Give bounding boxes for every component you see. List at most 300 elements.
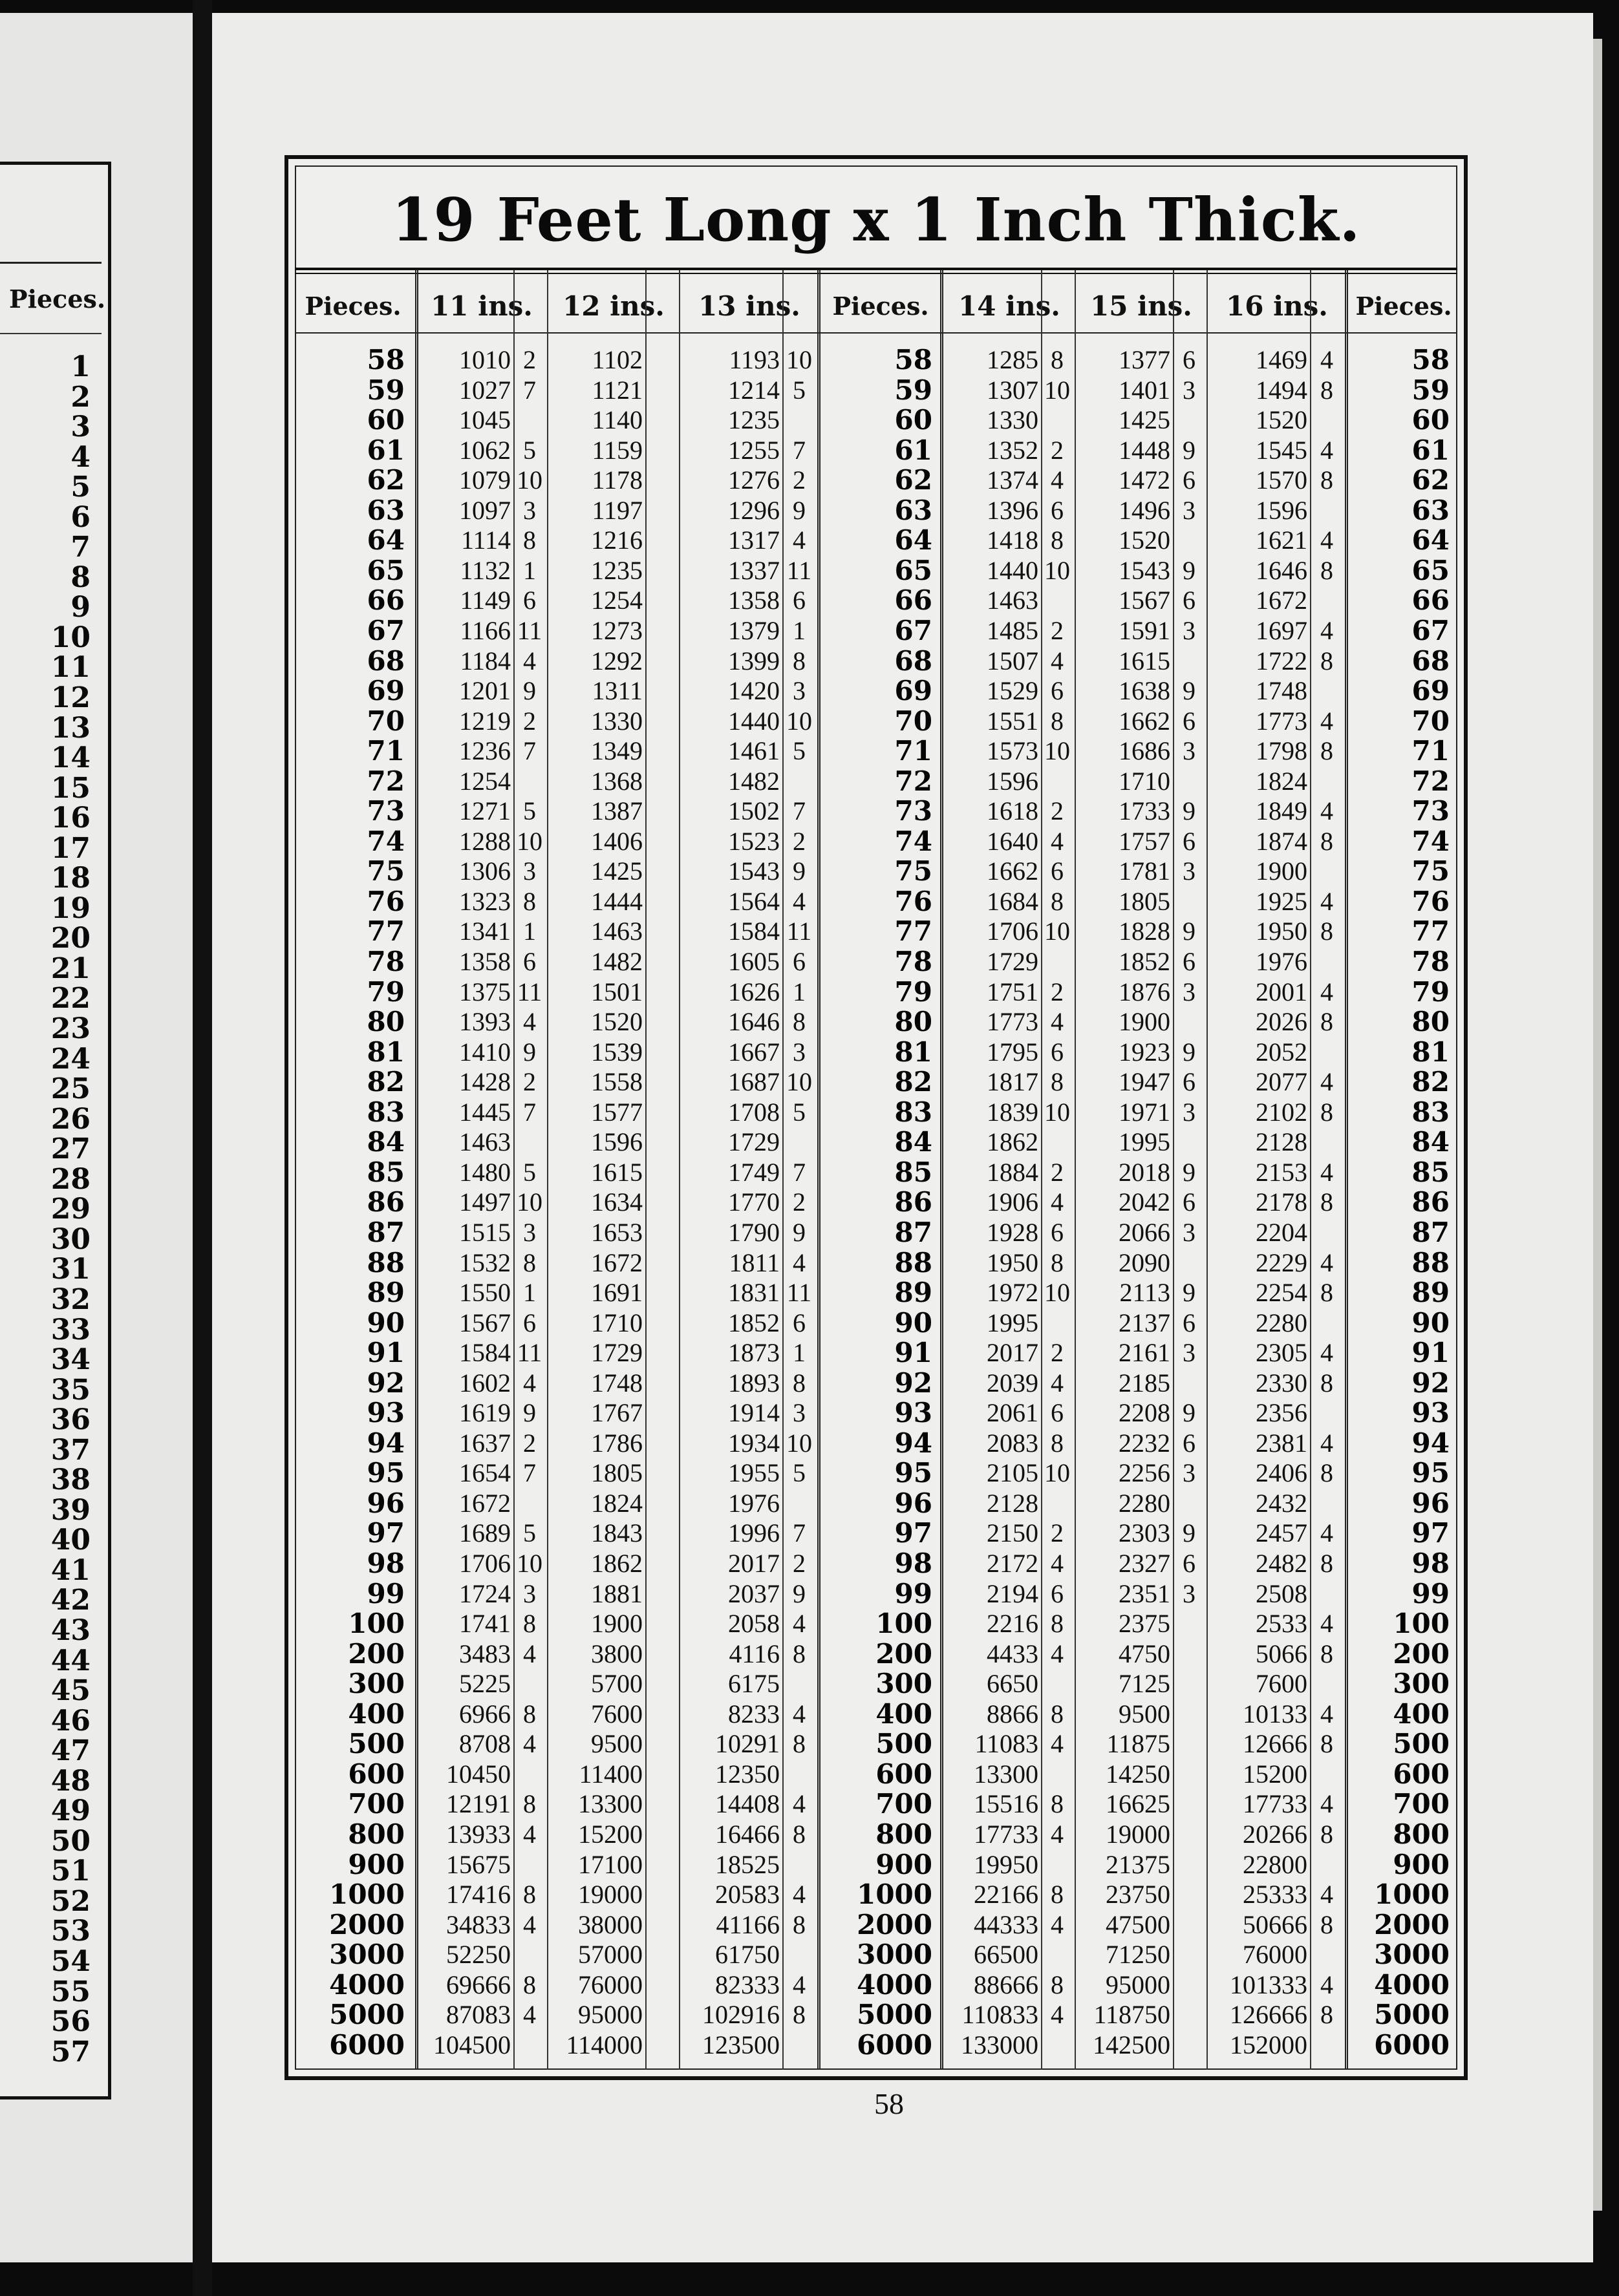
value-15-ins-cell: 19000: [1106, 1819, 1170, 1849]
left-pieces-cell: 50: [50, 1824, 91, 1858]
value-12-ins-cell: 114000: [566, 2030, 643, 2059]
value-14-ins-cell: 1396: [987, 495, 1038, 525]
value-16-ins-cell: 1950: [1256, 917, 1307, 946]
value-14-ins-cell: 2216: [987, 1609, 1038, 1639]
remainder-15-ins-cell: 9: [1183, 796, 1195, 826]
remainder-16-ins-cell: [1310, 405, 1344, 436]
value-11-ins-cell: 1741: [459, 1609, 511, 1639]
pieces-cell: 60: [367, 404, 405, 436]
header-rule: [295, 332, 1457, 334]
value-14-ins-cell: 1773: [987, 1007, 1038, 1037]
remainder-16-ins-cell: 8: [1320, 1187, 1333, 1217]
value-13-ins-cell: 1914: [728, 1398, 780, 1428]
left-pieces-cell: 57: [50, 2035, 91, 2068]
value-12-ins-cell: 1406: [591, 826, 643, 856]
remainder-13-ins-cell: 4: [793, 1609, 806, 1639]
left-pieces-cell: 56: [50, 2005, 91, 2039]
pieces-cell: 71: [367, 735, 405, 767]
value-15-ins-cell: 1947: [1119, 1067, 1170, 1097]
remainder-13-ins-cell: 9: [793, 1578, 806, 1608]
remainder-15-ins-cell: 9: [1183, 676, 1195, 706]
value-16-ins-cell: 2204: [1256, 1217, 1307, 1247]
remainder-15-ins-cell: 6: [1183, 1308, 1195, 1337]
remainder-15-ins-cell: 6: [1183, 947, 1195, 976]
pieces-cell: 86: [1411, 1186, 1450, 1218]
pieces-cell: 89: [367, 1277, 405, 1309]
remainder-14-ins-cell: 4: [1051, 1549, 1064, 1578]
value-15-ins-cell: 1852: [1119, 947, 1170, 976]
remainder-16-ins-cell: 8: [1320, 646, 1333, 675]
pieces-cell: 65: [1411, 554, 1450, 586]
table-row: [288, 1609, 1464, 1639]
pieces-cell: 66: [1411, 584, 1450, 617]
remainder-14-ins-cell: 8: [1051, 526, 1064, 555]
remainder-15-ins-cell: [1173, 1489, 1205, 1519]
remainder-14-ins-cell: [1041, 947, 1073, 977]
pieces-cell: 60: [894, 404, 932, 436]
table-row: [288, 1940, 1464, 1970]
value-13-ins-cell: 1996: [728, 1518, 780, 1548]
value-12-ins-cell: 1786: [591, 1428, 643, 1458]
remainder-11-ins-cell: 7: [523, 375, 536, 405]
value-12-ins-cell: 1425: [591, 856, 643, 886]
value-16-ins-cell: 2153: [1256, 1157, 1307, 1187]
value-14-ins-cell: 1795: [987, 1037, 1038, 1067]
table-row: [288, 1187, 1464, 1218]
pieces-cell: 700: [875, 1788, 932, 1820]
table-row: [288, 646, 1464, 677]
pieces-cell: 800: [1393, 1818, 1450, 1850]
value-15-ins-cell: 47500: [1106, 1909, 1170, 1939]
value-13-ins-cell: 2058: [728, 1609, 780, 1639]
pieces-cell: 88: [894, 1246, 932, 1279]
remainder-15-ins-cell: 3: [1183, 1217, 1195, 1247]
value-16-ins-cell: 2001: [1256, 977, 1307, 1006]
value-12-ins-cell: 1311: [592, 676, 643, 706]
remainder-13-ins-cell: 11: [786, 1278, 812, 1308]
value-13-ins-cell: 2017: [728, 1549, 780, 1578]
pieces-cell: 67: [1411, 614, 1450, 646]
remainder-11-ins-cell: 8: [523, 1789, 536, 1819]
value-11-ins-cell: 1532: [459, 1248, 511, 1277]
remainder-13-ins-cell: [782, 1759, 816, 1790]
pieces-cell: 62: [1411, 464, 1450, 496]
pieces-cell: 92: [894, 1366, 932, 1399]
pieces-cell: 63: [894, 494, 932, 526]
header-pieces-3: Pieces.: [1355, 292, 1452, 321]
table-row: [288, 616, 1464, 646]
book-spine: [193, 0, 212, 2296]
value-12-ins-cell: 1178: [592, 465, 643, 495]
pieces-cell: 74: [894, 825, 932, 857]
value-14-ins-cell: 15516: [974, 1789, 1038, 1819]
pieces-cell: 89: [894, 1277, 932, 1309]
table-row: [288, 1398, 1464, 1429]
remainder-16-ins-cell: 4: [1320, 1428, 1333, 1458]
value-13-ins-cell: 14408: [715, 1789, 780, 1819]
remainder-11-ins-cell: 8: [523, 1970, 536, 1999]
table-row: [288, 1850, 1464, 1880]
value-14-ins-cell: 1817: [987, 1067, 1038, 1097]
remainder-14-ins-cell: 10: [1044, 1097, 1070, 1127]
value-11-ins-cell: 1584: [459, 1338, 511, 1368]
remainder-16-ins-cell: 8: [1320, 1368, 1333, 1398]
pieces-cell: 69: [1411, 675, 1450, 707]
value-16-ins-cell: 1773: [1256, 706, 1307, 736]
remainder-11-ins-cell: 10: [517, 1187, 542, 1217]
remainder-14-ins-cell: 4: [1051, 1368, 1064, 1398]
pieces-cell: 70: [894, 705, 932, 737]
remainder-14-ins-cell: 8: [1051, 886, 1064, 916]
pieces-cell: 3000: [329, 1939, 405, 1971]
value-13-ins-cell: 1934: [728, 1428, 780, 1458]
value-15-ins-cell: 1805: [1119, 886, 1170, 916]
pieces-cell: 79: [894, 975, 932, 1008]
value-12-ins-cell: 1596: [591, 1127, 643, 1157]
remainder-11-ins-cell: 1: [523, 917, 536, 946]
value-16-ins-cell: 126666: [1230, 2000, 1307, 2030]
table-row: [288, 405, 1464, 436]
table-row: [288, 586, 1464, 616]
remainder-16-ins-cell: [1310, 1489, 1344, 1519]
value-13-ins-cell: 1667: [728, 1037, 780, 1067]
remainder-12-ins-cell: [645, 1429, 678, 1459]
remainder-13-ins-cell: 4: [793, 1789, 806, 1819]
value-13-ins-cell: 41166: [716, 1909, 780, 1939]
header-14-ins: 14 ins.: [958, 290, 1060, 322]
value-12-ins-cell: 15200: [578, 1819, 643, 1849]
pieces-cell: 100: [348, 1608, 405, 1640]
table-row: [288, 1699, 1464, 1730]
value-14-ins-cell: 2128: [987, 1488, 1038, 1518]
remainder-16-ins-cell: 8: [1320, 736, 1333, 766]
value-11-ins-cell: 104500: [433, 2030, 511, 2059]
pieces-cell: 4000: [857, 1968, 932, 2001]
remainder-11-ins-cell: 7: [523, 1097, 536, 1127]
remainder-16-ins-cell: [1310, 676, 1344, 707]
value-14-ins-cell: 1928: [987, 1217, 1038, 1247]
left-pieces-cell: 54: [50, 1944, 91, 1978]
value-13-ins-cell: 1358: [728, 586, 780, 615]
remainder-11-ins-cell: 2: [523, 1428, 536, 1458]
value-12-ins-cell: 19000: [578, 1880, 643, 1909]
value-14-ins-cell: 1684: [987, 886, 1038, 916]
table-row: [288, 1820, 1464, 1850]
pieces-cell: 600: [348, 1758, 405, 1790]
remainder-12-ins-cell: [645, 1880, 678, 1910]
left-pieces-cell: 32: [50, 1282, 91, 1316]
remainder-14-ins-cell: 6: [1051, 495, 1064, 525]
remainder-15-ins-cell: 3: [1183, 1458, 1195, 1488]
remainder-12-ins-cell: [645, 827, 678, 857]
pieces-cell: 64: [894, 524, 932, 557]
value-15-ins-cell: 1401: [1119, 375, 1170, 405]
table-row: [288, 947, 1464, 977]
value-12-ins-cell: 1862: [591, 1549, 643, 1578]
value-13-ins-cell: 1214: [728, 375, 780, 405]
value-14-ins-cell: 1706: [987, 917, 1038, 946]
remainder-11-ins-cell: 10: [517, 826, 542, 856]
remainder-14-ins-cell: 4: [1051, 1819, 1064, 1849]
value-15-ins-cell: 2137: [1119, 1308, 1170, 1337]
remainder-13-ins-cell: 8: [793, 646, 806, 675]
pieces-cell: 89: [1411, 1277, 1450, 1309]
pieces-cell: 92: [367, 1366, 405, 1399]
remainder-11-ins-cell: 5: [523, 796, 536, 826]
remainder-16-ins-cell: [1310, 1579, 1344, 1610]
table-row: [288, 1067, 1464, 1098]
value-13-ins-cell: 1564: [728, 886, 780, 916]
remainder-15-ins-cell: [1173, 887, 1205, 917]
remainder-15-ins-cell: [1173, 1609, 1205, 1639]
left-pieces-table: [0, 162, 111, 2099]
value-15-ins-cell: 2351: [1119, 1578, 1170, 1608]
table-row: [288, 1007, 1464, 1037]
left-pieces-cell: 33: [50, 1313, 91, 1346]
value-12-ins-cell: 1748: [591, 1368, 643, 1398]
pieces-cell: 600: [1393, 1758, 1450, 1790]
remainder-13-ins-cell: 9: [793, 495, 806, 525]
value-16-ins-cell: 1976: [1256, 947, 1307, 976]
pieces-cell: 400: [875, 1697, 932, 1730]
remainder-15-ins-cell: 6: [1183, 465, 1195, 495]
value-14-ins-cell: 1884: [987, 1157, 1038, 1187]
left-pieces-cell: 8: [70, 560, 91, 594]
remainder-15-ins-cell: 9: [1183, 1278, 1195, 1308]
table-row: [288, 1910, 1464, 1940]
pieces-cell: 74: [367, 825, 405, 857]
value-15-ins-cell: 1733: [1119, 796, 1170, 826]
value-15-ins-cell: 1543: [1119, 555, 1170, 585]
remainder-12-ins-cell: [645, 736, 678, 767]
remainder-14-ins-cell: 10: [1044, 917, 1070, 946]
pieces-cell: 75: [1411, 855, 1450, 888]
value-16-ins-cell: 152000: [1230, 2030, 1307, 2059]
value-14-ins-cell: 1485: [987, 615, 1038, 645]
remainder-12-ins-cell: [645, 1639, 678, 1670]
remainder-12-ins-cell: [645, 1098, 678, 1128]
value-15-ins-cell: 2090: [1119, 1248, 1170, 1277]
remainder-15-ins-cell: 3: [1183, 615, 1195, 645]
value-11-ins-cell: 8708: [459, 1729, 511, 1759]
value-15-ins-cell: 14250: [1106, 1759, 1170, 1789]
pieces-cell: 76: [1411, 885, 1450, 917]
value-11-ins-cell: 3483: [459, 1639, 511, 1668]
remainder-15-ins-cell: [1173, 1669, 1205, 1699]
value-12-ins-cell: 1691: [591, 1278, 643, 1308]
header-15-ins: 15 ins.: [1090, 290, 1192, 322]
remainder-13-ins-cell: 4: [793, 526, 806, 555]
remainder-13-ins-cell: 4: [793, 1970, 806, 1999]
remainder-11-ins-cell: 8: [523, 1880, 536, 1909]
remainder-11-ins-cell: 6: [523, 947, 536, 976]
remainder-11-ins-cell: 2: [523, 706, 536, 736]
value-16-ins-cell: 1646: [1256, 555, 1307, 585]
value-16-ins-cell: 1748: [1256, 676, 1307, 706]
value-12-ins-cell: 1463: [591, 917, 643, 946]
remainder-12-ins-cell: [645, 345, 678, 376]
remainder-11-ins-cell: 11: [517, 1338, 542, 1368]
pieces-cell: 95: [367, 1457, 405, 1489]
value-12-ins-cell: 1577: [591, 1097, 643, 1127]
value-14-ins-cell: 1285: [987, 345, 1038, 374]
remainder-12-ins-cell: [645, 977, 678, 1008]
table-row: [288, 2030, 1464, 2061]
remainder-11-ins-cell: 9: [523, 1037, 536, 1067]
value-12-ins-cell: 1653: [591, 1217, 643, 1247]
remainder-15-ins-cell: 6: [1183, 1067, 1195, 1097]
table-row: [288, 1970, 1464, 2001]
pieces-cell: 800: [875, 1818, 932, 1850]
left-pieces-cell: 30: [50, 1222, 91, 1256]
table-row: [288, 1518, 1464, 1549]
value-16-ins-cell: 2254: [1256, 1278, 1307, 1308]
pieces-cell: 95: [894, 1457, 932, 1489]
value-12-ins-cell: 1159: [592, 435, 643, 465]
value-14-ins-cell: 1330: [987, 405, 1038, 435]
remainder-16-ins-cell: 4: [1320, 1789, 1333, 1819]
value-15-ins-cell: 1971: [1119, 1097, 1170, 1127]
pieces-cell: 700: [1393, 1788, 1450, 1820]
value-13-ins-cell: 1893: [728, 1368, 780, 1398]
table-row: [288, 736, 1464, 767]
remainder-15-ins-cell: [1173, 2000, 1205, 2030]
value-14-ins-cell: 2083: [987, 1428, 1038, 1458]
pieces-cell: 98: [367, 1547, 405, 1579]
remainder-12-ins-cell: [645, 1850, 678, 1880]
remainder-11-ins-cell: [513, 767, 546, 797]
value-14-ins-cell: 1440: [987, 555, 1038, 585]
value-12-ins-cell: 38000: [578, 1909, 643, 1939]
value-11-ins-cell: 1097: [459, 495, 511, 525]
remainder-13-ins-cell: 1: [793, 977, 806, 1006]
remainder-15-ins-cell: [1173, 1127, 1205, 1158]
remainder-13-ins-cell: 8: [793, 1368, 806, 1398]
pieces-cell: 71: [1411, 735, 1450, 767]
value-13-ins-cell: 102916: [702, 2000, 780, 2030]
remainder-14-ins-cell: [1041, 1850, 1073, 1880]
value-12-ins-cell: 1102: [592, 345, 643, 374]
value-13-ins-cell: 16466: [715, 1819, 780, 1849]
table-row: [288, 1248, 1464, 1279]
value-13-ins-cell: 8233: [728, 1699, 780, 1728]
remainder-13-ins-cell: 8: [793, 1819, 806, 1849]
remainder-11-ins-cell: 3: [523, 1578, 536, 1608]
value-11-ins-cell: 1166: [460, 615, 511, 645]
value-12-ins-cell: 1140: [592, 405, 643, 435]
value-16-ins-cell: 2330: [1256, 1368, 1307, 1398]
value-12-ins-cell: 1710: [591, 1308, 643, 1337]
table-row: [288, 465, 1464, 496]
value-12-ins-cell: 1558: [591, 1067, 643, 1097]
left-pieces-cell: 45: [50, 1674, 91, 1708]
pieces-cell: 800: [348, 1818, 405, 1850]
value-13-ins-cell: 1379: [728, 615, 780, 645]
value-13-ins-cell: 1399: [728, 646, 780, 675]
remainder-11-ins-cell: [513, 1940, 546, 1970]
table-row: [288, 1759, 1464, 1790]
value-15-ins-cell: 1448: [1119, 435, 1170, 465]
value-15-ins-cell: 7125: [1119, 1669, 1170, 1699]
pieces-cell: 70: [1411, 705, 1450, 737]
remainder-16-ins-cell: [1310, 767, 1344, 797]
value-15-ins-cell: 9500: [1119, 1699, 1170, 1728]
value-11-ins-cell: 1619: [459, 1398, 511, 1428]
remainder-15-ins-cell: 9: [1183, 435, 1195, 465]
remainder-12-ins-cell: [645, 465, 678, 496]
value-15-ins-cell: 1900: [1119, 1007, 1170, 1037]
value-12-ins-cell: 1330: [591, 706, 643, 736]
remainder-16-ins-cell: 4: [1320, 977, 1333, 1006]
value-11-ins-cell: 12191: [446, 1789, 511, 1819]
pieces-cell: 500: [348, 1728, 405, 1760]
value-15-ins-cell: 1781: [1119, 856, 1170, 886]
value-11-ins-cell: 1393: [459, 1007, 511, 1037]
remainder-15-ins-cell: 3: [1183, 1338, 1195, 1368]
value-11-ins-cell: 34833: [446, 1909, 511, 1939]
pieces-cell: 93: [894, 1397, 932, 1429]
remainder-13-ins-cell: 9: [793, 856, 806, 886]
value-15-ins-cell: 4750: [1119, 1639, 1170, 1668]
remainder-13-ins-cell: 6: [793, 947, 806, 976]
pieces-cell: 97: [1411, 1517, 1450, 1549]
value-12-ins-cell: 1387: [591, 796, 643, 826]
remainder-12-ins-cell: [645, 1669, 678, 1699]
value-14-ins-cell: 2039: [987, 1368, 1038, 1398]
value-11-ins-cell: 1689: [459, 1518, 511, 1548]
pieces-cell: 60: [1411, 404, 1450, 436]
remainder-14-ins-cell: [1041, 586, 1073, 616]
remainder-12-ins-cell: [645, 1609, 678, 1639]
pieces-cell: 87: [367, 1216, 405, 1248]
remainder-13-ins-cell: 5: [793, 736, 806, 766]
pieces-cell: 69: [894, 675, 932, 707]
remainder-13-ins-cell: 1: [793, 615, 806, 645]
left-pieces-cell: 26: [50, 1102, 91, 1136]
remainder-15-ins-cell: 9: [1183, 1157, 1195, 1187]
remainder-16-ins-cell: 4: [1320, 1518, 1333, 1548]
remainder-13-ins-cell: 9: [793, 1217, 806, 1247]
value-16-ins-cell: 7600: [1256, 1669, 1307, 1699]
value-15-ins-cell: 2185: [1119, 1368, 1170, 1398]
remainder-13-ins-cell: 7: [793, 1157, 806, 1187]
value-14-ins-cell: 1418: [987, 526, 1038, 555]
table-row: [288, 436, 1464, 466]
left-header-rule: [0, 262, 102, 264]
remainder-11-ins-cell: 1: [523, 555, 536, 585]
pieces-cell: 500: [875, 1728, 932, 1760]
value-15-ins-cell: 1923: [1119, 1037, 1170, 1067]
table-row: [288, 1037, 1464, 1068]
pieces-cell: 58: [1411, 344, 1450, 376]
pieces-cell: 62: [894, 464, 932, 496]
value-11-ins-cell: 1375: [459, 977, 511, 1006]
value-16-ins-cell: 2280: [1256, 1308, 1307, 1337]
value-12-ins-cell: 7600: [591, 1699, 643, 1728]
header-pieces-1: Pieces.: [305, 292, 402, 321]
table-row: [288, 1429, 1464, 1459]
remainder-12-ins-cell: [645, 1518, 678, 1549]
remainder-15-ins-cell: [1173, 767, 1205, 797]
value-16-ins-cell: 50666: [1243, 1909, 1307, 1939]
remainder-14-ins-cell: 6: [1051, 1217, 1064, 1247]
remainder-12-ins-cell: [645, 1278, 678, 1308]
remainder-12-ins-cell: [645, 887, 678, 917]
remainder-16-ins-cell: [1310, 2030, 1344, 2061]
value-15-ins-cell: 2375: [1119, 1609, 1170, 1639]
remainder-14-ins-cell: 8: [1051, 1970, 1064, 1999]
value-11-ins-cell: 1062: [459, 435, 511, 465]
